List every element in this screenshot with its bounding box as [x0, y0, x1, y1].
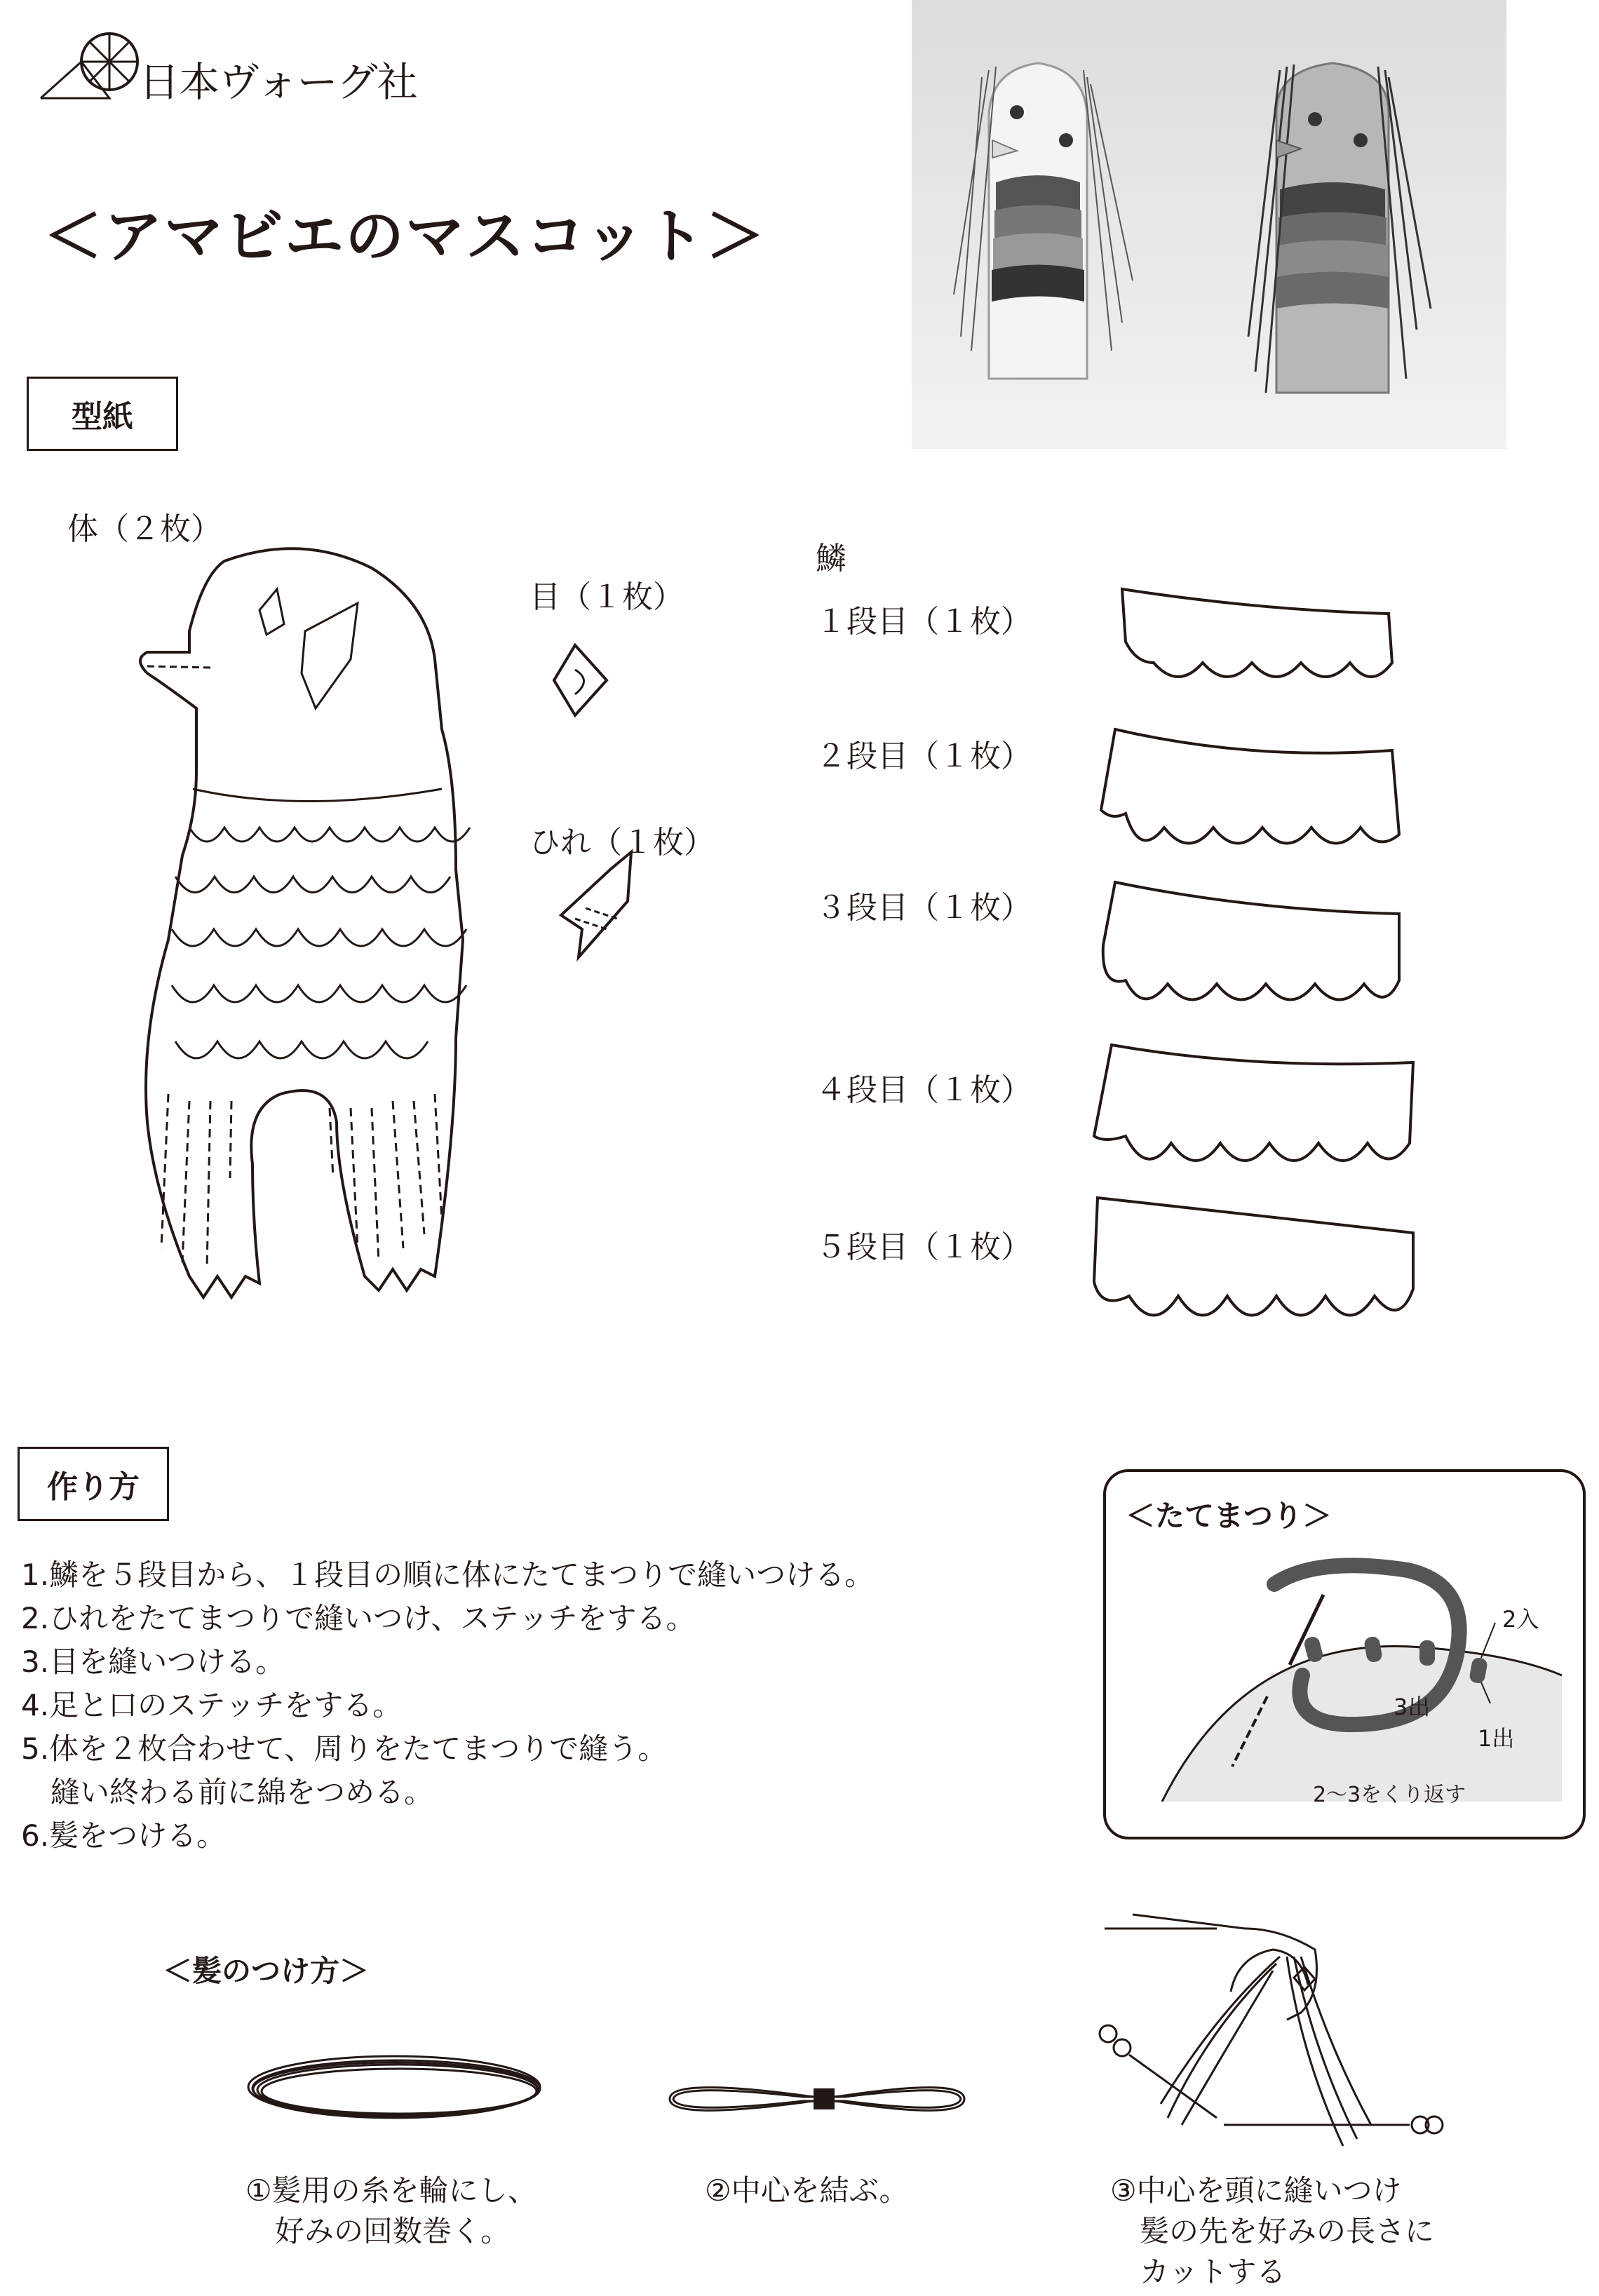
step-5-cont: 縫い終わる前に綿をつめる。 — [21, 1775, 434, 1809]
howto-steps — [21, 1553, 874, 1858]
page-title: ＜アマビエのマスコット＞ — [43, 202, 767, 271]
mascot-photo — [912, 0, 1506, 449]
pattern-heading: 型紙 — [27, 377, 178, 451]
label-2in: 2入 — [1502, 1606, 1539, 1633]
scale-row-5-label: ５段目（１枚） — [816, 1229, 1032, 1265]
howto-heading: 作り方 — [18, 1447, 169, 1521]
body-pattern — [126, 547, 491, 1318]
fin-label: ひれ（１枚） — [529, 825, 715, 860]
eye-label: 目（１枚） — [529, 579, 684, 615]
body-label: 体（２枚） — [67, 511, 222, 547]
tatematsuri-box — [1103, 1469, 1586, 1839]
hair-attach-icon — [1091, 1915, 1455, 2167]
body-fin-icon — [302, 603, 358, 708]
scale-piece-1 — [1119, 586, 1399, 684]
scales-label: 鱗 — [816, 541, 846, 576]
eye-pattern-icon — [554, 645, 610, 715]
scale-row-4-label: ４段目（１枚） — [816, 1072, 1032, 1108]
scale-motifs — [172, 828, 470, 1058]
mascot-illustration — [912, 0, 1506, 449]
hair-loop-icon — [245, 2048, 554, 2132]
scale-piece-3 — [1098, 882, 1406, 1015]
scale-row-2-label: ２段目（１枚） — [816, 738, 1032, 774]
scale-row-3-label: ３段目（１枚） — [816, 890, 1032, 926]
scale-row-1-label: １段目（１枚） — [816, 604, 1032, 640]
hair-caption-1: ①髪用の糸を輪にし、 好みの回数巻く。 — [245, 2173, 537, 2248]
brand-name: 日本ヴォーグ社 — [139, 58, 417, 106]
scissors-icon — [1224, 2116, 1443, 2133]
label-3out: 3出 — [1394, 1694, 1431, 1720]
scissors-icon — [1100, 2025, 1217, 2118]
mascot-white — [954, 63, 1133, 379]
step-6: 6.髪をつける。 — [21, 1818, 227, 1853]
hair-caption-3: ③中心を頭に縫いつけ 髪の先を好みの長さに カットする — [1110, 2173, 1435, 2289]
step-5: 5.体を２枚合わせて、周りをたてまつりで縫う。 — [21, 1731, 668, 1766]
label-1out: 1出 — [1478, 1725, 1515, 1752]
brand-logo — [41, 28, 433, 105]
scale-piece-4 — [1091, 1045, 1420, 1178]
body-eye-icon — [259, 589, 284, 635]
step-1: 1.鱗を５段目から、１段目の順に体にたてまつりで縫いつける。 — [21, 1558, 875, 1592]
scale-piece-5 — [1091, 1198, 1420, 1338]
step-4: 4.足と口のステッチをする。 — [21, 1688, 403, 1722]
hair-tied-icon — [663, 2074, 971, 2123]
step-2: 2.ひれをたてまつりで縫いつけ、ステッチをする。 — [21, 1601, 696, 1635]
step-3: 3.目を縫いつける。 — [21, 1645, 285, 1679]
mascot-gray — [1248, 63, 1431, 393]
hair-title: ＜髪のつけ方＞ — [163, 1954, 370, 1988]
scale-piece-2 — [1098, 729, 1406, 849]
brand-mark-icon — [41, 28, 139, 105]
leg-stitches — [161, 1094, 442, 1269]
fin-pattern-icon — [561, 852, 638, 964]
tatematsuri-title: ＜たてまつり＞ — [1126, 1499, 1332, 1533]
tatematsuri-note: 2〜3をくり返す — [1313, 1783, 1466, 1807]
hair-caption-2: ②中心を結ぶ。 — [705, 2173, 909, 2208]
